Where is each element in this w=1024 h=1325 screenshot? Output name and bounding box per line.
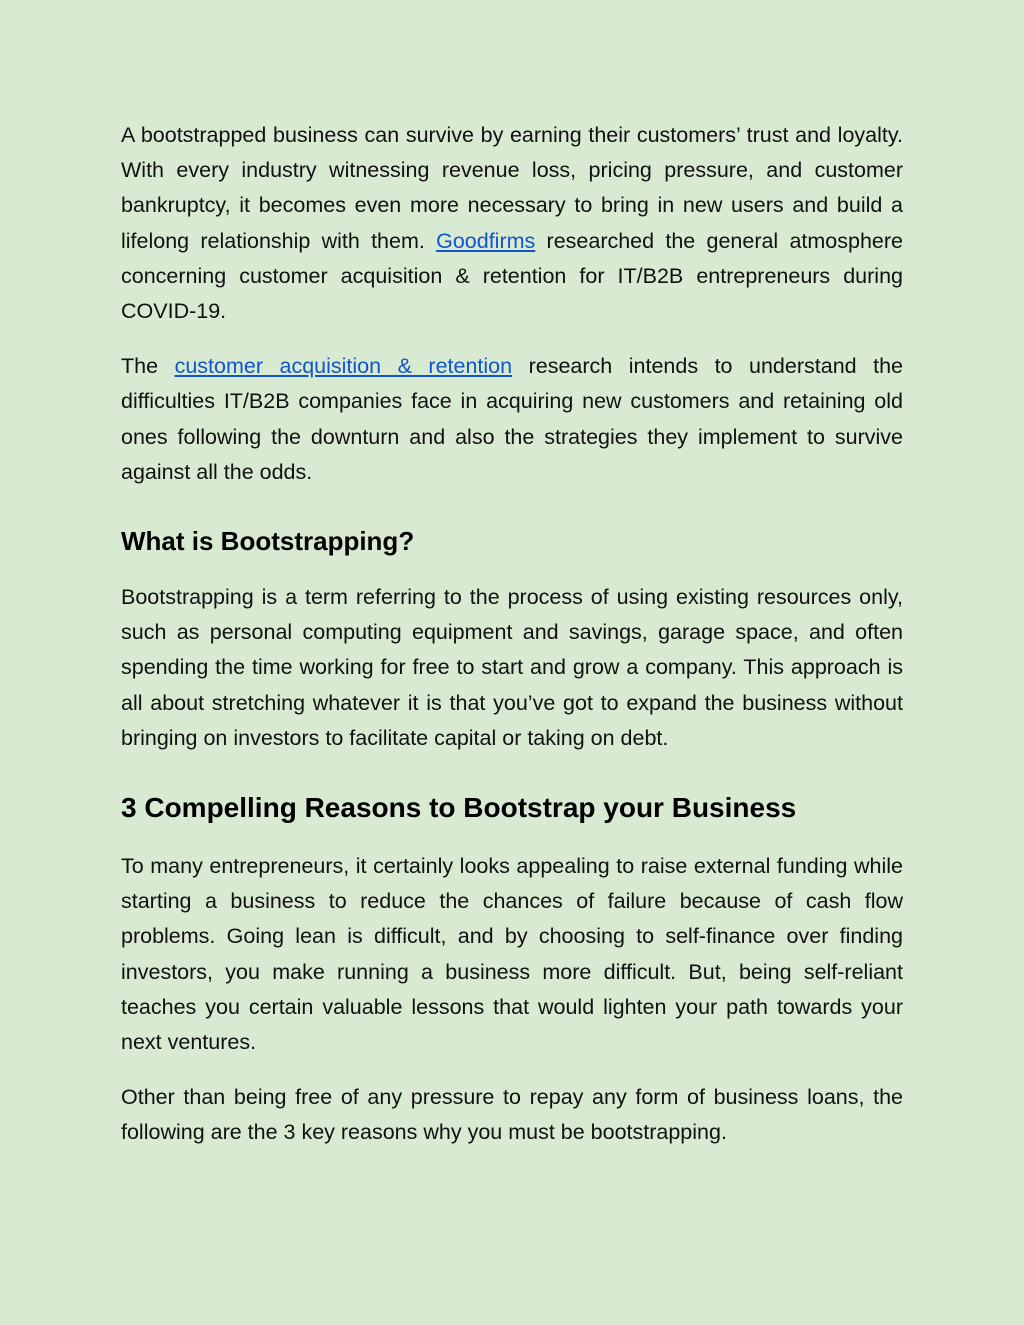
goodfirms-link[interactable]: Goodfirms [436,228,536,253]
heading-compelling-reasons: 3 Compelling Reasons to Bootstrap your Business [121,792,797,824]
entrepreneurs-paragraph: To many entrepreneurs, it certainly looks appealing to raise external funding while starting a business to reduce the chances of failure because of cash flow problems. Going lean is difficult, and by choosing to self-finance over finding investors, you make running a business more difficult. But, being self-reliant teaches you certain valuable lessons that would lighten your path towards your next ventures. [121,854,903,1055]
bootstrapping-definition-paragraph: Bootstrapping is a term referring to the process of using existing resources only, such as personal computing equipment and savings, garage space, and often spending the time working for free to start and grow a company. This approach is all about stretching whatever it is that you’ve got to expand the business without bringing on investors to facilitate capital or taking on debt. [121,585,903,750]
heading-what-is-bootstrapping: What is Bootstrapping? [121,526,415,557]
research-text-start: The [121,354,175,379]
research-text-end: research intends to understand the difficulties IT/B2B companies face in acquiring new customers and retaining old ones following the downturn and also the strategies they implement to survive against all the odds. [121,354,903,484]
intro-paragraph [121,118,903,329]
intro-text-end: researched the general atmosphere concerning customer acquisition & retention for IT/B2B entrepreneurs during COVID-19. [121,228,903,324]
customer-acquisition-retention-link[interactable]: customer acquisition & retention [174,354,513,379]
intro-text-start: A bootstrapped business can survive by earning their customers’ trust and loyalty. With every industry witnessing revenue loss, pricing pressure, and customer bankruptcy, it becomes even more necessary to bring in new users and build a lifelong relationship with them. [121,123,903,253]
research-paragraph [121,349,903,490]
key-reasons-paragraph: Other than being free of any pressure to repay any form of business loans, the following are the 3 key reasons why you must be bootstrapping. [121,1085,903,1145]
document-page [121,118,903,1171]
